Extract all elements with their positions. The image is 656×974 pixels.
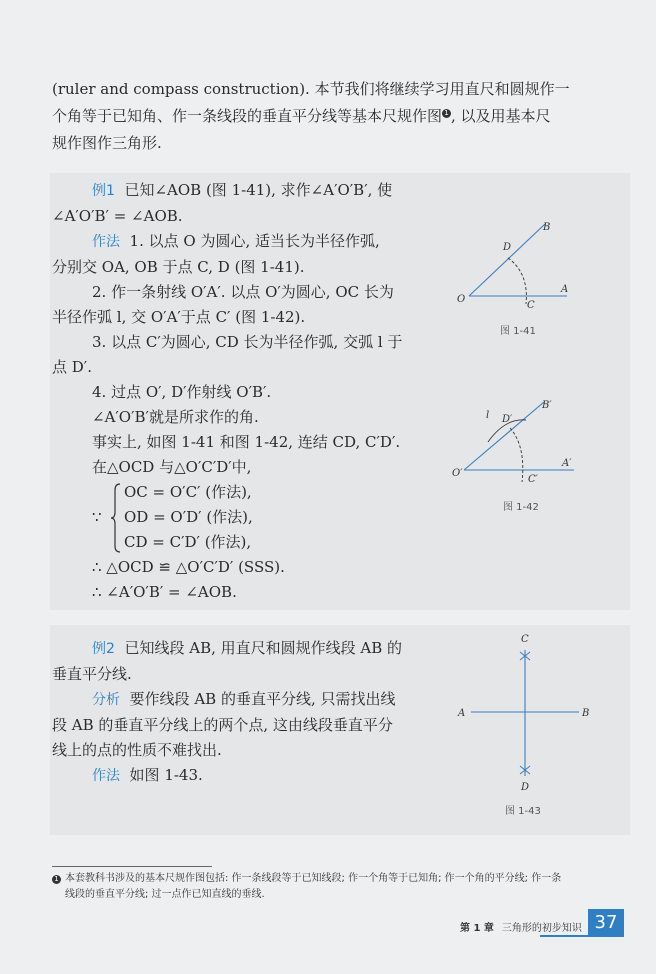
fig43-label-A: A: [458, 708, 466, 719]
example1-statement: 例1 已知∠AOB (图 1-41), 求作∠A′O′B′, 使: [92, 181, 393, 199]
footnote-marker: 1: [52, 875, 61, 884]
fig42-label-A: A′: [562, 458, 572, 469]
fig41-label-A: A: [561, 284, 569, 295]
example1-label: 例1: [92, 183, 115, 199]
intro-line-2: 个角等于已知角、作一条线段的垂直平分线等基本尺规作图 1 , 以及用基本尺: [52, 107, 551, 125]
chapter-footer: [460, 919, 582, 934]
fig41-label-B: B: [543, 222, 551, 233]
fig42-label-l: l: [486, 410, 490, 421]
example1-step1: 作法 1. 以点 O 为圆心, 适当长为半径作弧,: [92, 232, 380, 250]
chapter-number: 第 1 章: [460, 923, 494, 934]
fig42-label-C: C′: [528, 474, 538, 485]
example1-conditions: [52, 480, 442, 555]
footnote-line-1: 1 本套教科书涉及的基本尺规作图包括: 作一条线段等于已知线段; 作一个角等于已知角; 作一个角的平分线; 作一条: [52, 871, 597, 887]
figure-1-41: [455, 218, 575, 313]
figure-1-42: [450, 390, 580, 490]
example2-analysis-cont1: 段 AB 的垂直平分线上的两个点, 这由线段垂直平分: [52, 716, 393, 734]
example1-step2: 2. 作一条射线 O′A′. 以点 O′为圆心, OC 长为: [92, 283, 394, 301]
footnote: [52, 871, 597, 903]
example1-proof-intro: 事实上, 如图 1-41 和图 1-42, 连结 CD, C′D′.: [92, 433, 401, 451]
fig42-label-D: D′: [502, 414, 513, 425]
condition-1: OC = O′C′ (作法),: [124, 483, 252, 501]
therefore-congruent: ∴ △OCD ≌ △O′C′D′ (SSS).: [92, 558, 285, 576]
condition-2: OD = O′D′ (作法),: [124, 508, 253, 526]
example1-method-label: 作法: [92, 234, 120, 250]
figure-1-43: [455, 628, 595, 798]
footnote-ref: 1: [442, 109, 451, 118]
fig41-caption: 图 1-41: [500, 326, 536, 337]
footnote-line-2: 线段的垂直平分线; 过一点作已知直线的垂线.: [65, 889, 265, 900]
fig41-label-C: C: [527, 300, 535, 311]
fig41-label-D: D: [503, 242, 512, 253]
page-number: 37: [588, 909, 624, 937]
therefore-equal-angle: ∴ ∠A′O′B′ = ∠AOB.: [92, 583, 237, 601]
intro-line-1: (ruler and compass construction). 本节我们将继续学习用直尺和圆规作一: [52, 80, 570, 98]
example2: [52, 636, 442, 789]
example1-step4: 4. 过点 O′, D′作射线 O′B′.: [92, 383, 272, 401]
fig43-label-B: B: [582, 708, 590, 719]
example2-label: 例2: [92, 641, 115, 657]
fig41-label-O: O: [457, 294, 466, 305]
example1-step3-cont: 点 D′.: [52, 358, 92, 376]
brace-icon: [110, 482, 122, 554]
page-number-bar: [540, 935, 624, 937]
because-symbol: ∵: [92, 508, 102, 526]
footnote-divider: [52, 866, 212, 867]
example1-statement-cont: ∠A′O′B′ = ∠AOB.: [52, 207, 183, 225]
example1-step2-cont: 半径作弧 l, 交 O′A′于点 C′ (图 1-42).: [52, 308, 306, 326]
example1-step3: 3. 以点 C′为圆心, CD 长为半径作弧, 交弧 l 于: [92, 333, 403, 351]
fig43-label-D: D: [521, 782, 530, 793]
fig43-caption: 图 1-43: [505, 806, 541, 817]
fig42-label-B: B′: [542, 400, 552, 411]
example1-proof-triangles: 在△OCD 与△O′C′D′中,: [92, 458, 252, 476]
example1: [52, 178, 442, 605]
fig42-label-O: O′: [452, 468, 463, 479]
intro-line-3: 规作图作三角形.: [52, 134, 162, 152]
example1-step1-cont: 分别交 OA, OB 于点 C, D (图 1-41).: [52, 258, 305, 276]
example2-statement-cont: 垂直平分线.: [52, 665, 132, 683]
example2-analysis-label: 分析: [92, 692, 120, 708]
example2-analysis: 分析 要作线段 AB 的垂直平分线, 只需找出线: [92, 690, 396, 708]
condition-3: CD = C′D′ (作法),: [124, 533, 252, 551]
example2-method-label: 作法: [92, 768, 120, 784]
example1-conclusion: ∠A′O′B′就是所求作的角.: [92, 408, 259, 426]
fig43-label-C: C: [521, 634, 529, 645]
chapter-title: 三角形的初步知识: [501, 923, 582, 934]
example2-statement: 例2 已知线段 AB, 用直尺和圆规作线段 AB 的: [92, 639, 403, 657]
example2-method: 作法 如图 1-43.: [92, 766, 203, 784]
example2-analysis-cont2: 线上的点的性质不难找出.: [52, 741, 222, 759]
fig42-caption: 图 1-42: [503, 502, 539, 513]
intro-paragraph: [52, 76, 607, 157]
